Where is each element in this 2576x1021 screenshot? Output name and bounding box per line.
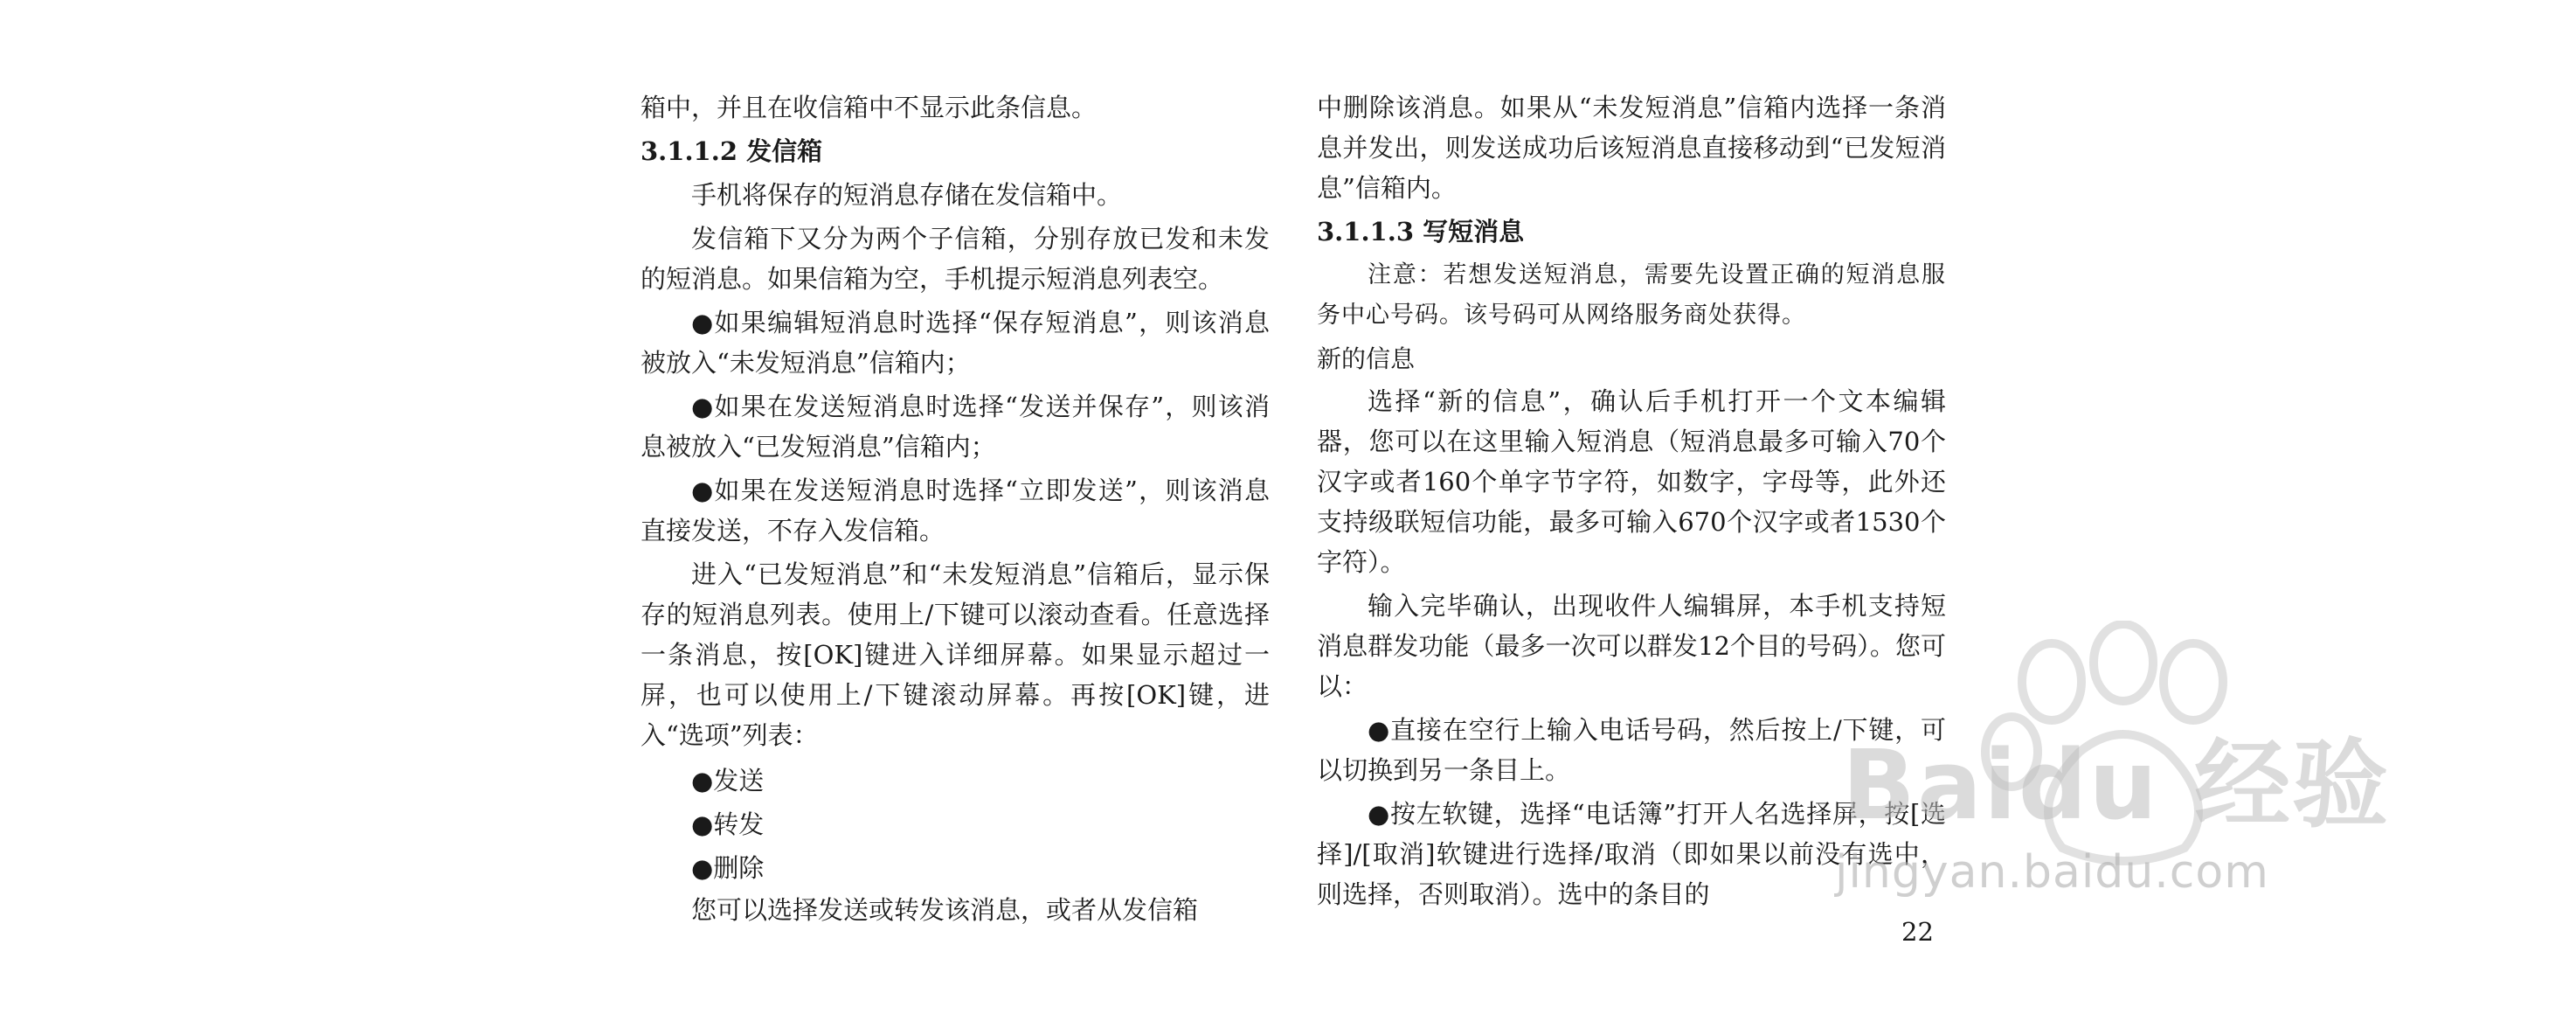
page-number: 22 bbox=[1901, 917, 1934, 947]
watermark-url: jingyan.baidu.com bbox=[1835, 846, 2269, 899]
note-paragraph: 注意：若想发送短消息，需要先设置正确的短消息服务中心号码。该号码可从网络服务商处获得。 bbox=[1317, 261, 1946, 329]
bullet-item: ●按左软键，选择“电话簿”打开人名选择屏，按[选择]/[取消]软键进行选择/取消（即如果以前没有选中，则选择，否则取消）。选中的条目的 bbox=[1317, 799, 1946, 909]
option-item-forward: ●转发 bbox=[691, 809, 765, 839]
paragraph: 箱中，并且在收信箱中不显示此条信息。 bbox=[641, 93, 1098, 122]
paragraph: 手机将保存的短消息存储在发信箱中。 bbox=[691, 180, 1123, 210]
bullet-item: ●如果编辑短消息时选择“保存短消息”，则该消息被放入“未发短消息”信箱内； bbox=[641, 308, 1270, 378]
option-item-delete: ●删除 bbox=[691, 853, 765, 883]
option-item-send: ●发送 bbox=[691, 766, 765, 795]
bullet-item: ●如果在发送短消息时选择“发送并保存”，则该消息被放入“已发短消息”信箱内； bbox=[641, 392, 1270, 462]
bullet-item: ●直接在空行上输入电话号码，然后按上/下键，可以切换到另一条目上。 bbox=[1317, 715, 1946, 785]
section-heading-3-1-1-2: 3.1.1.2 发信箱 bbox=[641, 136, 823, 166]
paragraph: 您可以选择发送或转发该消息，或者从发信箱 bbox=[691, 895, 1199, 925]
watermark-brand: Baidu 经验 bbox=[1842, 729, 2391, 841]
subheading-new-message: 新的信息 bbox=[1317, 344, 1416, 373]
paragraph: 进入“已发短消息”和“未发短消息”信箱后，显示保存的短消息列表。使用上/下键可以滚动查看。任意选择一条消息，按[OK]键进入详细屏幕。如果显示超过一屏，也可以使用上/下键滚动屏幕。再按[OK]键，进入“选项”列表： bbox=[641, 559, 1270, 750]
paragraph: 输入完毕确认，出现收件人编辑屏，本手机支持短消息群发功能（最多一次可以群发12个目的号码）。您可以： bbox=[1317, 591, 1946, 701]
section-heading-3-1-1-3: 3.1.1.3 写短消息 bbox=[1317, 217, 1525, 247]
paragraph: 发信箱下又分为两个子信箱，分别存放已发和未发的短消息。如果信箱为空，手机提示短消息列表空。 bbox=[641, 224, 1270, 294]
paragraph: 选择“新的信息”，确认后手机打开一个文本编辑器，您可以在这里输入短消息（短消息最多可输入70个汉字或者160个单字节字符，如数字，字母等，此外还支持级联短信功能，最多可输入670个汉字或者1530个字符）。 bbox=[1317, 386, 1946, 577]
bullet-item: ●如果在发送短消息时选择“立即发送”，则该消息直接发送，不存入发信箱。 bbox=[641, 476, 1270, 545]
left-column bbox=[641, 87, 1270, 934]
paragraph: 中删除该消息。如果从“未发短消息”信箱内选择一条消息并发出，则发送成功后该短消息直接移动到“已发短消息”信箱内。 bbox=[1317, 93, 1946, 203]
